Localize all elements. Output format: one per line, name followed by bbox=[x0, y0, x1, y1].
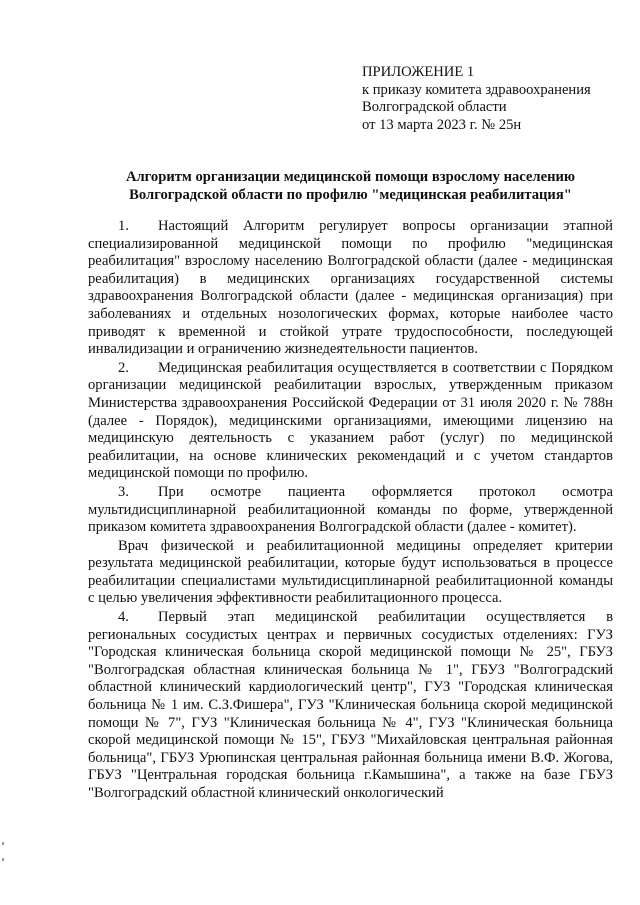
paragraph-3 bbox=[88, 484, 613, 537]
scan-edge-mark bbox=[2, 858, 4, 861]
paragraph-text: Первый этап медицинской реабилитации осуществляется в региональных сосудистых центрах и первичных сосудистых отделениях: ГУЗ "Городская клиническая больница скорой медицинской помощи № 25", ГБУЗ "Волгоградская областная клиническая больница № 1", ГБУЗ "Волгоградский областной клинический кардиологический центр", ГУЗ "Городская клиническая больница № 1 им. С.З.Фишера", ГУЗ "Клиническая больница скорой медицинской помощи № 7", ГУЗ "Клиническая больница № 4", ГУЗ "Клиническая больница скорой медицинской помощи № 15", ГБУЗ "Михайловская центральная районная больница", ГБУЗ Урюпинская центральная районная больница имени В.Ф. Жогова, ГБУЗ "Центральная городская больница г.Камышина", а также на базе ГБУЗ "Волгоградский областной клинический онкологический bbox=[88, 609, 613, 801]
paragraph-text: Врач физической и реабилитационной медицины определяет критерии результата медицинской реабилитации, которые будут использоваться в процессе реабилитации специалистами мультидисциплинарной реабилитационной команды с целью увеличения эффективности реабилитационного процесса. bbox=[88, 537, 613, 607]
document-title bbox=[88, 168, 613, 204]
appendix-title: ПРИЛОЖЕНИЕ 1 bbox=[362, 64, 475, 80]
paragraph-4 bbox=[88, 609, 613, 803]
paragraph-1 bbox=[88, 218, 613, 359]
appendix-region-line: Волгоградской области bbox=[362, 99, 507, 115]
scan-edge-mark bbox=[2, 842, 4, 845]
document-title-line-2: Волгоградской области по профилю "медицинская реабилитация" bbox=[129, 187, 572, 203]
appendix-date-line: от 13 марта 2023 г. № 25н bbox=[362, 116, 522, 133]
document-title-line-1: Алгоритм организации медицинской помощи взрослому населению bbox=[125, 169, 576, 185]
paragraph-text: Медицинская реабилитация осуществляется в соответствии с Порядком организации медицинской реабилитации взрослых, утвержденным приказом Министерства здравоохранения Российской Федерации от 31 июля 2020 г. № 788н (далее - Порядок), медицинскими организациями, имеющими лицензию на медицинскую деятельность с указанием работ (услуг) по медицинской реабилитации, на основе клинических рекомендаций и с учетом стандартов медицинской помощи по профилю. bbox=[88, 359, 613, 482]
paragraph-2 bbox=[88, 360, 613, 483]
document-body bbox=[88, 218, 613, 804]
paragraph-text: Настоящий Алгоритм регулирует вопросы организации этапной специализированной медицинской помощи по профилю "медицинская реабилитация" взрослому населению Волгоградской области (далее - медицинская реабилитация) в медицинских организациях государственной системы здравоохранения Волгоградской области (далее - медицинская организация) при заболеваниях и отдельных нозологических формах, которые наиболее часто приводят к временной и стойкой утрате трудоспособности, последующей инвалидизации и ограничению жизнедеятельности пациентов. bbox=[88, 218, 613, 358]
paragraph-number: 4. bbox=[118, 609, 129, 626]
paragraph-number: 2. bbox=[118, 359, 129, 376]
paragraph-number: 3. bbox=[118, 483, 129, 500]
appendix-order-line: к приказу комитета здравоохранения bbox=[362, 81, 591, 98]
paragraph-3-continuation bbox=[88, 538, 613, 608]
appendix-header bbox=[362, 64, 622, 134]
paragraph-text: При осмотре пациента оформляется протокол осмотра мультидисциплинарной реабилитационной команды по форме, утвержденной приказом комитета здравоохранения Волгоградской области (далее - комитет). bbox=[88, 483, 613, 536]
paragraph-number: 1. bbox=[118, 218, 129, 234]
